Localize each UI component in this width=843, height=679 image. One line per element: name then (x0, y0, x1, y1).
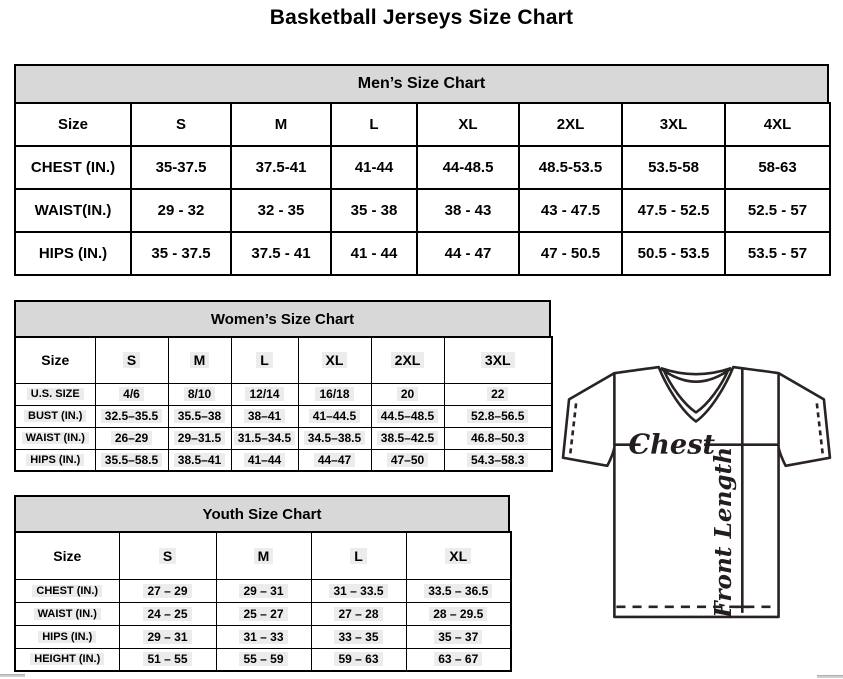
value-cell: 16/18 (298, 383, 371, 405)
value-cell: 63 – 67 (406, 648, 511, 671)
horizontal-scrollbar-fragment-right[interactable] (817, 675, 843, 678)
value-cell: 38.5–42.5 (371, 427, 444, 449)
value-cell: 50.5 - 53.5 (622, 232, 725, 275)
value-cell: 32.5–35.5 (95, 405, 168, 427)
womens-size-chart-section (14, 300, 551, 472)
value-cell: 43 - 47.5 (519, 189, 622, 232)
value-cell: 27 – 29 (119, 579, 216, 602)
value-cell: 41 - 44 (331, 232, 417, 275)
value-cell: 28 – 29.5 (406, 602, 511, 625)
column-header-row (15, 337, 552, 383)
row-label: CHEST (IN.) (15, 146, 131, 189)
value-cell: 48.5-53.5 (519, 146, 622, 189)
value-cell: 44.5–48.5 (371, 405, 444, 427)
value-cell: 12/14 (231, 383, 298, 405)
column-header: XL (417, 103, 519, 146)
column-header-row (15, 532, 511, 579)
table-row (15, 602, 511, 625)
row-label: WAIST (IN.) (15, 427, 95, 449)
row-label: WAIST (IN.) (15, 602, 119, 625)
value-cell: 35 – 37 (406, 625, 511, 648)
value-cell: 29–31.5 (168, 427, 231, 449)
size-column-header: Size (15, 337, 95, 383)
column-header: 3XL (622, 103, 725, 146)
column-header: 2XL (519, 103, 622, 146)
column-header: 3XL (444, 337, 552, 383)
row-label: HIPS (IN.) (15, 449, 95, 471)
table-row (15, 405, 552, 427)
value-cell: 35 - 38 (331, 189, 417, 232)
horizontal-scrollbar-fragment-left[interactable] (0, 674, 25, 677)
value-cell: 31 – 33.5 (311, 579, 406, 602)
value-cell: 55 – 59 (216, 648, 311, 671)
womens-size-table (14, 336, 553, 472)
value-cell: 35-37.5 (131, 146, 231, 189)
womens-chart-header: Women’s Size Chart (14, 300, 551, 338)
value-cell: 44–47 (298, 449, 371, 471)
column-header: M (168, 337, 231, 383)
row-label: WAIST(IN.) (15, 189, 131, 232)
table-row (15, 232, 830, 275)
column-header: M (231, 103, 331, 146)
value-cell: 29 - 32 (131, 189, 231, 232)
value-cell: 20 (371, 383, 444, 405)
table-row (15, 383, 552, 405)
value-cell: 4/6 (95, 383, 168, 405)
table-row (15, 625, 511, 648)
column-header: S (95, 337, 168, 383)
chest-label: Chest (628, 428, 716, 461)
page-title: Basketball Jerseys Size Chart (269, 6, 574, 29)
value-cell: 41–44.5 (298, 405, 371, 427)
size-column-header: Size (15, 532, 119, 579)
value-cell: 29 – 31 (119, 625, 216, 648)
jersey-collar-rib (661, 368, 732, 374)
value-cell: 59 – 63 (311, 648, 406, 671)
jersey-body-outline (614, 367, 778, 617)
value-cell: 53.5-58 (622, 146, 725, 189)
mens-size-table (14, 102, 831, 276)
value-cell: 37.5 - 41 (231, 232, 331, 275)
mens-chart-header: Men’s Size Chart (14, 64, 829, 104)
value-cell: 41–44 (231, 449, 298, 471)
youth-size-chart-section (14, 495, 510, 672)
value-cell: 58-63 (725, 146, 830, 189)
value-cell: 52.5 - 57 (725, 189, 830, 232)
value-cell: 22 (444, 383, 552, 405)
value-cell: 47 - 50.5 (519, 232, 622, 275)
value-cell: 52.8–56.5 (444, 405, 552, 427)
value-cell: 35 - 37.5 (131, 232, 231, 275)
row-label: BUST (IN.) (15, 405, 95, 427)
value-cell: 27 – 28 (311, 602, 406, 625)
column-header: S (119, 532, 216, 579)
value-cell: 38.5–41 (168, 449, 231, 471)
value-cell: 26–29 (95, 427, 168, 449)
value-cell: 24 – 25 (119, 602, 216, 625)
value-cell: 38–41 (231, 405, 298, 427)
front-length-label: Front Length (710, 446, 738, 618)
table-row (15, 579, 511, 602)
value-cell: 29 – 31 (216, 579, 311, 602)
value-cell: 25 – 27 (216, 602, 311, 625)
value-cell: 51 – 55 (119, 648, 216, 671)
column-header: M (216, 532, 311, 579)
mens-size-chart-section (14, 64, 829, 276)
column-header: L (311, 532, 406, 579)
column-header: L (231, 337, 298, 383)
column-header: 4XL (725, 103, 830, 146)
column-header: XL (406, 532, 511, 579)
value-cell: 44 - 47 (417, 232, 519, 275)
value-cell: 32 - 35 (231, 189, 331, 232)
value-cell: 46.8–50.3 (444, 427, 552, 449)
value-cell: 33.5 – 36.5 (406, 579, 511, 602)
table-row (15, 449, 552, 471)
row-label: U.S. SIZE (15, 383, 95, 405)
table-row (15, 648, 511, 671)
value-cell: 8/10 (168, 383, 231, 405)
value-cell: 47–50 (371, 449, 444, 471)
value-cell: 38 - 43 (417, 189, 519, 232)
column-header: XL (298, 337, 371, 383)
value-cell: 34.5–38.5 (298, 427, 371, 449)
table-row (15, 427, 552, 449)
column-header-row (15, 103, 830, 146)
value-cell: 53.5 - 57 (725, 232, 830, 275)
size-column-header: Size (15, 103, 131, 146)
column-header: L (331, 103, 417, 146)
value-cell: 41-44 (331, 146, 417, 189)
row-label: HIPS (IN.) (15, 232, 131, 275)
value-cell: 35.5–58.5 (95, 449, 168, 471)
value-cell: 35.5–38 (168, 405, 231, 427)
table-row (15, 146, 830, 189)
row-label: CHEST (IN.) (15, 579, 119, 602)
value-cell: 37.5-41 (231, 146, 331, 189)
row-label: HEIGHT (IN.) (15, 648, 119, 671)
row-label: HIPS (IN.) (15, 625, 119, 648)
value-cell: 44-48.5 (417, 146, 519, 189)
value-cell: 31 – 33 (216, 625, 311, 648)
table-row (15, 189, 830, 232)
youth-chart-header: Youth Size Chart (14, 495, 510, 533)
value-cell: 31.5–34.5 (231, 427, 298, 449)
value-cell: 33 – 35 (311, 625, 406, 648)
column-header: 2XL (371, 337, 444, 383)
column-header: S (131, 103, 231, 146)
value-cell: 47.5 - 52.5 (622, 189, 725, 232)
value-cell: 54.3–58.3 (444, 449, 552, 471)
jersey-measurement-diagram (561, 359, 839, 625)
youth-size-table (14, 531, 512, 672)
